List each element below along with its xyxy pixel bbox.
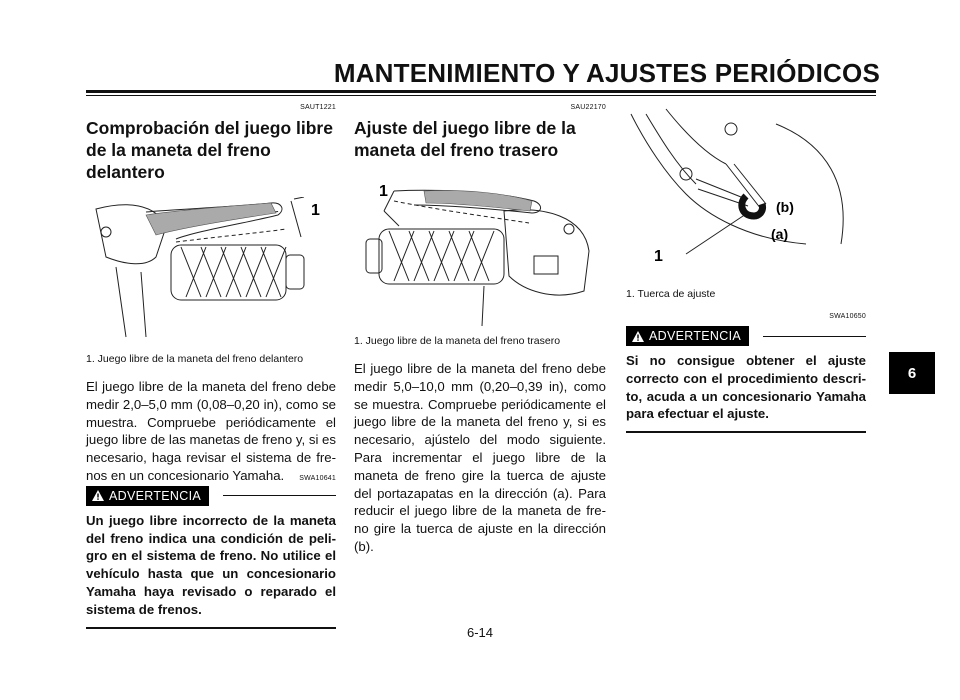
- chapter-tab: 6: [889, 352, 935, 394]
- front-brake-lever-figure: [86, 197, 336, 347]
- warning-triangle-icon: [92, 490, 104, 501]
- label-b: (b): [776, 199, 794, 215]
- warning-rule: [223, 495, 336, 496]
- section-code: SAU22170: [570, 104, 606, 111]
- label-a: (a): [771, 226, 789, 242]
- warning-label: ADVERTENCIA: [649, 329, 741, 343]
- adjusting-nut-figure: [626, 104, 866, 279]
- warning-triangle-icon: [632, 331, 644, 342]
- figure-callout-1: 1: [379, 183, 388, 200]
- section-code: SAUT1221: [300, 104, 336, 111]
- figure-callout-1: 1: [654, 248, 663, 265]
- warning-badge: [86, 486, 209, 506]
- warning-badge: [626, 326, 749, 346]
- warning-header: [626, 326, 866, 346]
- warning-text: Un juego libre incorrecto de la maneta del freno indica una condición de peli-gro en el sistema de freno. No utilice el vehículo hasta que un concesionario Yamaha haya revisado o reparado el sistema de frenos.: [86, 512, 336, 617]
- figure-caption: 1. Tuerca de ajuste: [626, 288, 716, 300]
- header-rule-thin: [86, 95, 876, 96]
- figure-callout-1: 1: [311, 202, 320, 219]
- warning-code: SWA10650: [829, 313, 866, 320]
- warning-code: SWA10641: [299, 474, 336, 482]
- section-heading: Comprobación del juego libre de la maneta del freno delantero: [86, 118, 333, 182]
- figure-caption: 1. Juego libre de la maneta del freno delantero: [86, 353, 304, 365]
- warning-rule: [763, 336, 866, 337]
- warning-label: ADVERTENCIA: [109, 488, 201, 503]
- column-front-brake: [86, 104, 336, 629]
- body-paragraph: El juego libre de la maneta del freno debe medir 5,0–10,0 mm (0,20–0,39 in), como se muestra. Compruebe periódicamente el juego libre de la maneta del freno y, si es necesario, ajústelo del modo siguiente. Para incrementar el juego libre de la maneta de freno gire la tuerca de ajuste del portazapatas en la dirección (a). Para reducir el juego libre de la maneta de fre-no gire la tuerca de ajuste en la dirección (b).: [354, 361, 606, 554]
- section-heading: Ajuste del juego libre de la maneta del freno trasero: [354, 118, 576, 160]
- warning-header: [86, 486, 336, 506]
- body-paragraph: El juego libre de la maneta del freno debe medir 2,0–5,0 mm (0,08–0,20 in), como se muestra. Compruebe periódicamente el juego libre de las manetas de freno y, si es necesario, haga revisar el sistema de fre-nos en un concesionario Yamaha.: [86, 379, 336, 483]
- rear-brake-lever-figure: [354, 171, 606, 326]
- column-adjusting-nut: [626, 104, 866, 433]
- warning-end-rule: [626, 431, 866, 433]
- warning-text: Si no consigue obtener el ajuste correcto con el procedimiento descri-to, acuda a un concesionario Yamaha para efectuar el ajuste.: [626, 353, 866, 422]
- header-rule-thick: [86, 90, 876, 93]
- column-rear-brake: [354, 104, 606, 556]
- page-header-title: MANTENIMIENTO Y AJUSTES PERIÓDICOS: [333, 58, 880, 88]
- page-number: 6-14: [466, 625, 494, 640]
- figure-caption: 1. Juego libre de la maneta del freno trasero: [354, 335, 561, 347]
